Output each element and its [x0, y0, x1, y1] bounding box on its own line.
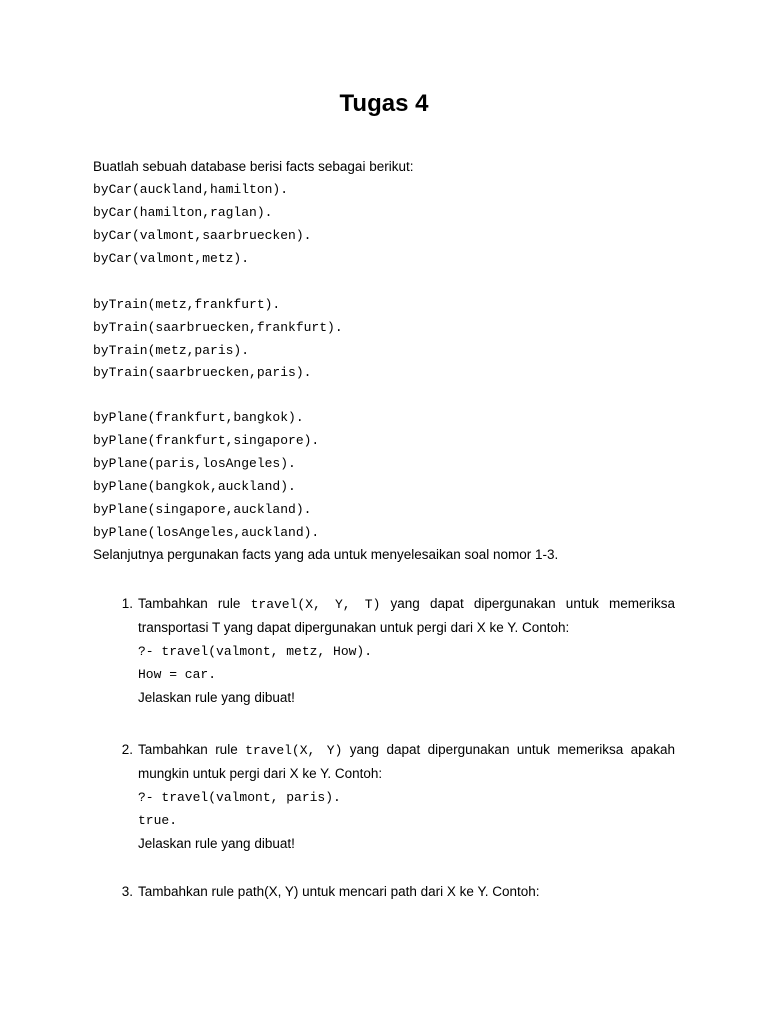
item-number: 2. — [121, 742, 133, 757]
item-rest-text: yang dapat dipergunakan untuk memeriksa — [390, 596, 675, 611]
explain-instruction: Jelaskan rule yang dibuat! — [138, 836, 295, 851]
item-line-1 — [138, 738, 675, 762]
code-line-bycar-1: byCar(auckland,hamilton). — [93, 182, 289, 197]
code-line-bytrain-1: byTrain(metz,frankfurt). — [93, 297, 281, 312]
code-line-bycar-3: byCar(valmont,saarbruecken). — [93, 228, 312, 243]
code-line-byplane-2: byPlane(frankfurt,singapore). — [93, 433, 320, 448]
item-lead-text: Tambahkan rule — [138, 596, 241, 611]
next-instruction-text: Selanjutnya pergunakan facts yang ada untuk menyelesaikan soal nomor 1-3. — [93, 547, 559, 562]
item-line-1 — [138, 592, 675, 616]
item-line-1: Tambahkan rule path(X, Y) untuk mencari path dari X ke Y. Contoh: — [138, 884, 540, 899]
code-line-byplane-1: byPlane(frankfurt,bangkok). — [93, 410, 304, 425]
item-rest-text: yang dapat dipergunakan untuk memeriksa apakah — [349, 742, 675, 757]
intro-text: Buatlah sebuah database berisi facts sebagai berikut: — [93, 159, 414, 174]
item-line-2: transportasi T yang dapat dipergunakan untuk pergi dari X ke Y. Contoh: — [138, 620, 570, 635]
inline-code: travel(X, Y) — [245, 743, 343, 758]
code-line-bytrain-4: byTrain(saarbruecken,paris). — [93, 365, 312, 380]
code-line-byplane-4: byPlane(bangkok,auckland). — [93, 479, 296, 494]
document-title: Tugas 4 — [339, 90, 429, 117]
item-lead-text: Tambahkan rule — [138, 742, 238, 757]
code-line-bycar-4: byCar(valmont,metz). — [93, 251, 250, 266]
example-answer: How = car. — [138, 667, 217, 682]
code-line-byplane-5: byPlane(singapore,auckland). — [93, 502, 312, 517]
code-line-bycar-2: byCar(hamilton,raglan). — [93, 205, 273, 220]
item-line-2: mungkin untuk pergi dari X ke Y. Contoh: — [138, 766, 383, 781]
example-query: ?- travel(valmont, paris). — [138, 790, 341, 805]
code-line-bytrain-3: byTrain(metz,paris). — [93, 343, 250, 358]
item-number: 1. — [121, 596, 133, 611]
code-line-byplane-3: byPlane(paris,losAngeles). — [93, 456, 296, 471]
explain-instruction: Jelaskan rule yang dibuat! — [138, 690, 295, 705]
item-number: 3. — [121, 884, 133, 899]
inline-code: travel(X, Y, T) — [250, 597, 381, 612]
example-answer: true. — [138, 813, 178, 828]
code-line-byplane-6: byPlane(losAngeles,auckland). — [93, 525, 320, 540]
example-query: ?- travel(valmont, metz, How). — [138, 644, 373, 659]
code-line-bytrain-2: byTrain(saarbruecken,frankfurt). — [93, 320, 343, 335]
